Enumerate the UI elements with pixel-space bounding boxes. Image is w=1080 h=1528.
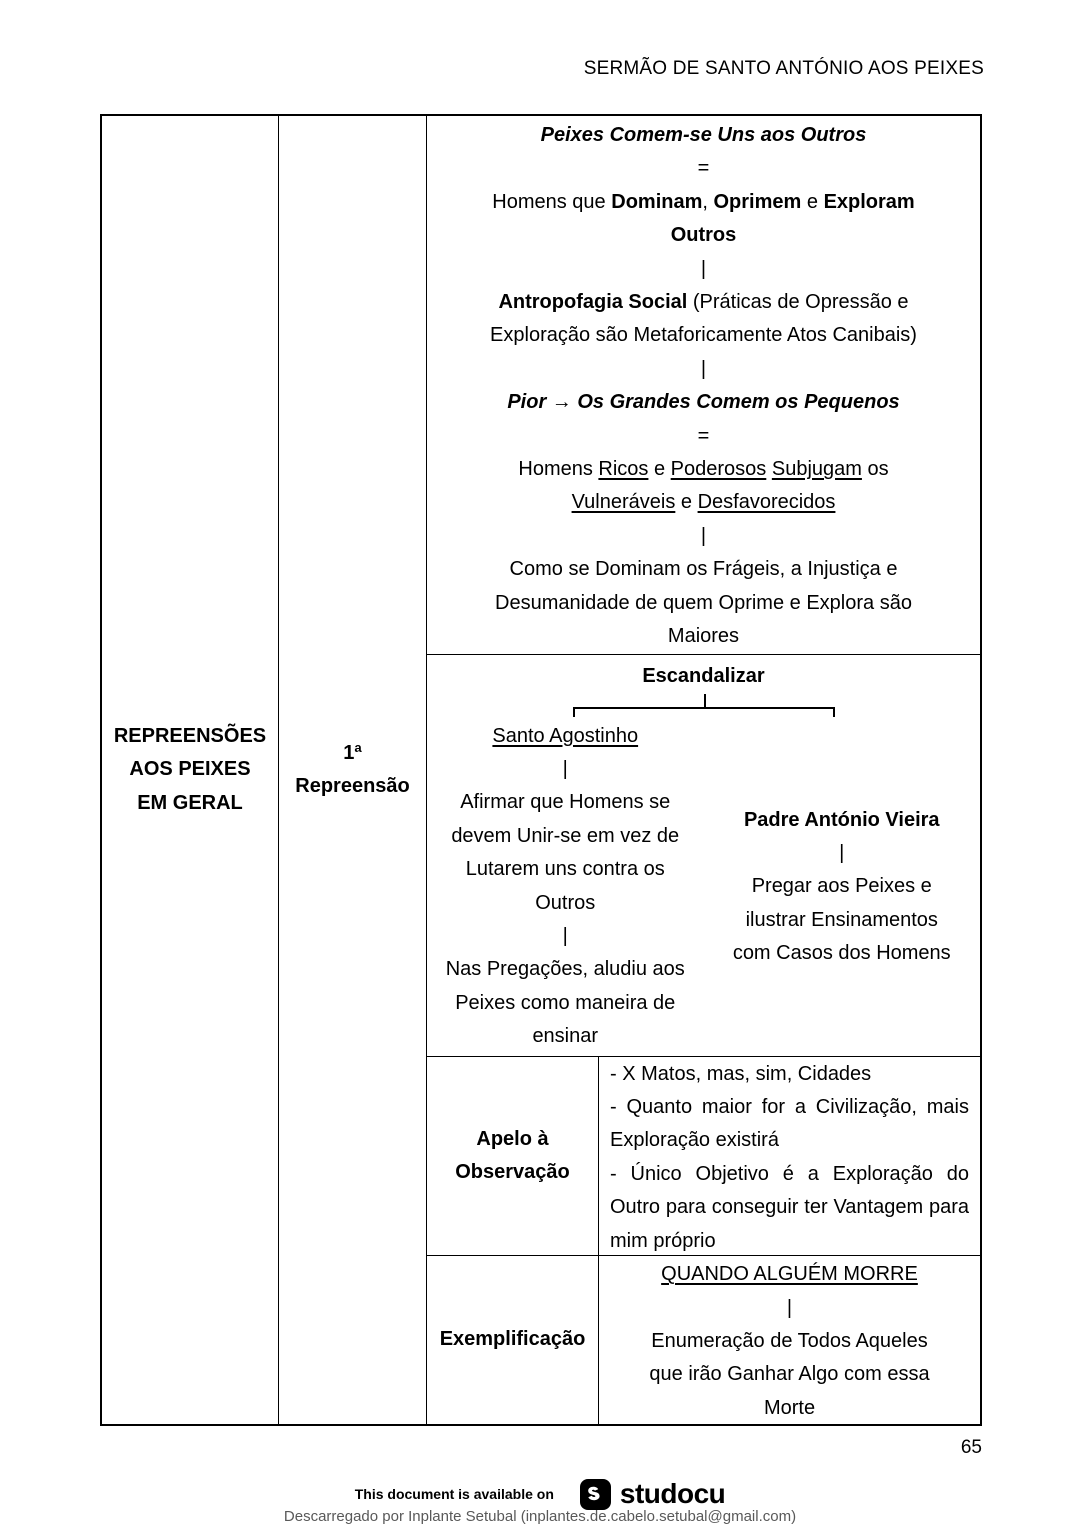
text-line: [610, 1358, 969, 1391]
text-segment: Homens que: [492, 190, 612, 213]
santo-agostinho-branch: [427, 720, 704, 1054]
padre-antonio-vieira-branch: [704, 804, 981, 1054]
text-segment: |: [786, 1296, 793, 1319]
text-segment: Como se Dominam os Frágeis, a Injustiça e: [509, 558, 898, 581]
text-line: [427, 486, 980, 519]
text-segment: e: [648, 458, 671, 481]
text-segment: Pior → Os Grandes Comem os Pequenos: [507, 391, 900, 414]
download-note: Descarregado por Inplante Setubal (inplantes.de.cabelo.setubal@gmail.com): [283, 1508, 797, 1525]
availability-text: This document is available on: [354, 1486, 554, 1502]
text-line: [427, 152, 980, 185]
text-line: [704, 937, 981, 970]
text-segment: |: [839, 841, 845, 864]
text-line: [427, 820, 704, 853]
footer-brand: [0, 1478, 1080, 1510]
apelo-observacao-label: [427, 1057, 599, 1256]
row-peixes-comem-se: [427, 116, 980, 655]
text-line: [610, 1392, 969, 1424]
text-segment: - Quanto maior for a Civilização, mais Exploração existirá: [610, 1095, 969, 1152]
text-segment: QUANDO ALGUÉM MORRE: [661, 1263, 918, 1286]
text-segment: Outros: [670, 224, 737, 247]
content-column: [427, 116, 980, 1424]
text-segment: Repreensão: [295, 775, 410, 797]
studocu-icon: [580, 1479, 611, 1510]
text-segment: Dominam: [611, 190, 703, 213]
text-segment: Subjugam: [771, 458, 862, 481]
page-number: 65: [960, 1437, 982, 1458]
text-segment: Morte: [763, 1396, 816, 1419]
text-segment: 1ª: [343, 741, 362, 764]
text-segment: com Casos dos Homens: [732, 942, 951, 965]
row-escandalizar: [427, 655, 980, 1056]
text-segment: Santo Agostinho: [492, 724, 639, 747]
exemplificacao-label: [427, 1256, 599, 1424]
text-line: [279, 737, 426, 770]
text-line: [427, 453, 980, 486]
text-segment: |: [700, 524, 707, 547]
text-segment: que irão Ganhar Algo com essa: [649, 1363, 930, 1386]
text-segment: Exploram: [823, 190, 915, 213]
text-line: [427, 219, 980, 252]
reprehension-cell: [279, 116, 427, 1424]
text-line: [102, 787, 278, 820]
text-segment: e: [675, 491, 698, 514]
text-segment: Exemplificação: [439, 1328, 586, 1351]
text-line: [610, 1158, 969, 1256]
text-segment: Pregar aos Peixes e: [751, 875, 932, 898]
text-segment: (Práticas de Opressão e: [687, 291, 909, 314]
text-line: [427, 286, 980, 319]
text-segment: Observação: [455, 1160, 570, 1183]
category-cell: [102, 116, 279, 1424]
text-line: [427, 386, 980, 419]
text-line: [427, 520, 980, 553]
text-segment: Vulneráveis: [571, 491, 676, 514]
text-segment: e: [801, 190, 824, 213]
text-segment: Peixes como maneira de: [455, 991, 676, 1014]
text-segment: REPREENSÕES: [113, 724, 267, 747]
text-segment: Homens: [518, 458, 599, 481]
text-segment: Apelo à: [476, 1127, 549, 1150]
text-line: [427, 420, 980, 453]
text-line: [427, 987, 704, 1020]
text-line: [704, 837, 981, 870]
text-line: [610, 1292, 969, 1325]
row-exemplificacao: [427, 1256, 980, 1424]
escandalizar-branches: [427, 720, 980, 1054]
text-segment: Ricos: [598, 458, 649, 481]
text-line: [610, 1058, 969, 1091]
text-segment: os: [861, 458, 889, 481]
text-segment: Antropofagia Social: [498, 291, 688, 314]
text-line: [427, 953, 704, 986]
text-segment: - Único Objetivo é a Exploração do Outro para conseguir ter Vantagem para mim próprio: [610, 1162, 969, 1252]
text-line: [427, 253, 980, 286]
text-segment: |: [700, 257, 707, 280]
text-line: [704, 870, 981, 903]
text-line: [427, 853, 704, 886]
text-line: [427, 553, 980, 586]
text-line: [427, 1020, 704, 1053]
text-segment: devem Unir-se em vez de: [451, 824, 680, 847]
text-line: [610, 1258, 969, 1291]
text-segment: Padre António Vieira: [743, 808, 940, 831]
row-apelo-observacao: [427, 1057, 980, 1257]
text-segment: |: [562, 925, 568, 948]
text-line: [610, 1091, 969, 1158]
text-segment: Nas Pregações, aludiu aos: [445, 958, 685, 981]
apelo-observacao-content: [599, 1057, 980, 1256]
text-line: [427, 887, 704, 920]
text-line: [427, 620, 980, 653]
text-segment: Lutarem uns contra os: [465, 858, 665, 881]
text-segment: - X Matos, mas, sim, Cidades: [610, 1062, 872, 1085]
text-segment: =: [697, 424, 710, 447]
text-line: [610, 1325, 969, 1358]
text-line: [704, 904, 981, 937]
text-line: [704, 804, 981, 837]
text-line: [427, 319, 980, 352]
text-line: [102, 720, 278, 753]
text-segment: Oprimem: [713, 190, 802, 213]
exemplificacao-content: [599, 1256, 980, 1424]
text-segment: Escandalizar: [642, 665, 765, 688]
text-line: [427, 920, 704, 953]
tree-connector: [573, 694, 835, 720]
text-line: [427, 186, 980, 219]
text-segment: Desumanidade de quem Oprime e Explora são: [495, 591, 912, 614]
text-segment: |: [562, 757, 568, 780]
text-line: [279, 770, 426, 803]
studocu-wordmark: studocu: [619, 1478, 726, 1509]
text-segment: |: [700, 357, 707, 380]
text-line: [427, 660, 980, 693]
text-segment: Poderosos: [670, 458, 767, 481]
page-title: SERMÃO DE SANTO ANTÓNIO AOS PEIXES: [583, 58, 984, 79]
studocu-logo[interactable]: [580, 1478, 725, 1510]
text-line: [427, 786, 704, 819]
text-line: [427, 587, 980, 620]
text-line: [427, 1323, 598, 1356]
text-line: [102, 753, 278, 786]
text-segment: EM GERAL: [137, 791, 243, 814]
text-segment: Maiores: [667, 625, 740, 648]
text-segment: Desfavorecidos: [697, 491, 836, 514]
text-segment: Peixes Comem-se Uns aos Outros: [540, 124, 867, 146]
text-segment: Afirmar que Homens se: [460, 791, 671, 814]
text-segment: ensinar: [532, 1025, 599, 1048]
text-line: [427, 1156, 598, 1189]
text-line: [427, 1123, 598, 1156]
text-segment: Exploração são Metaforicamente Atos Canibais): [490, 324, 917, 347]
text-line: [427, 753, 704, 786]
text-segment: Outros: [535, 891, 596, 914]
text-line: [427, 119, 980, 152]
text-segment: ,: [702, 190, 714, 213]
text-segment: ilustrar Ensinamentos: [745, 908, 938, 931]
text-line: [427, 353, 980, 386]
text-segment: AOS PEIXES: [129, 758, 251, 781]
diagram-table: [100, 114, 982, 1426]
text-segment: =: [697, 157, 710, 180]
text-segment: Enumeração de Todos Aqueles: [651, 1330, 928, 1353]
escandalizar-title: [427, 660, 980, 693]
text-line: [427, 720, 704, 753]
